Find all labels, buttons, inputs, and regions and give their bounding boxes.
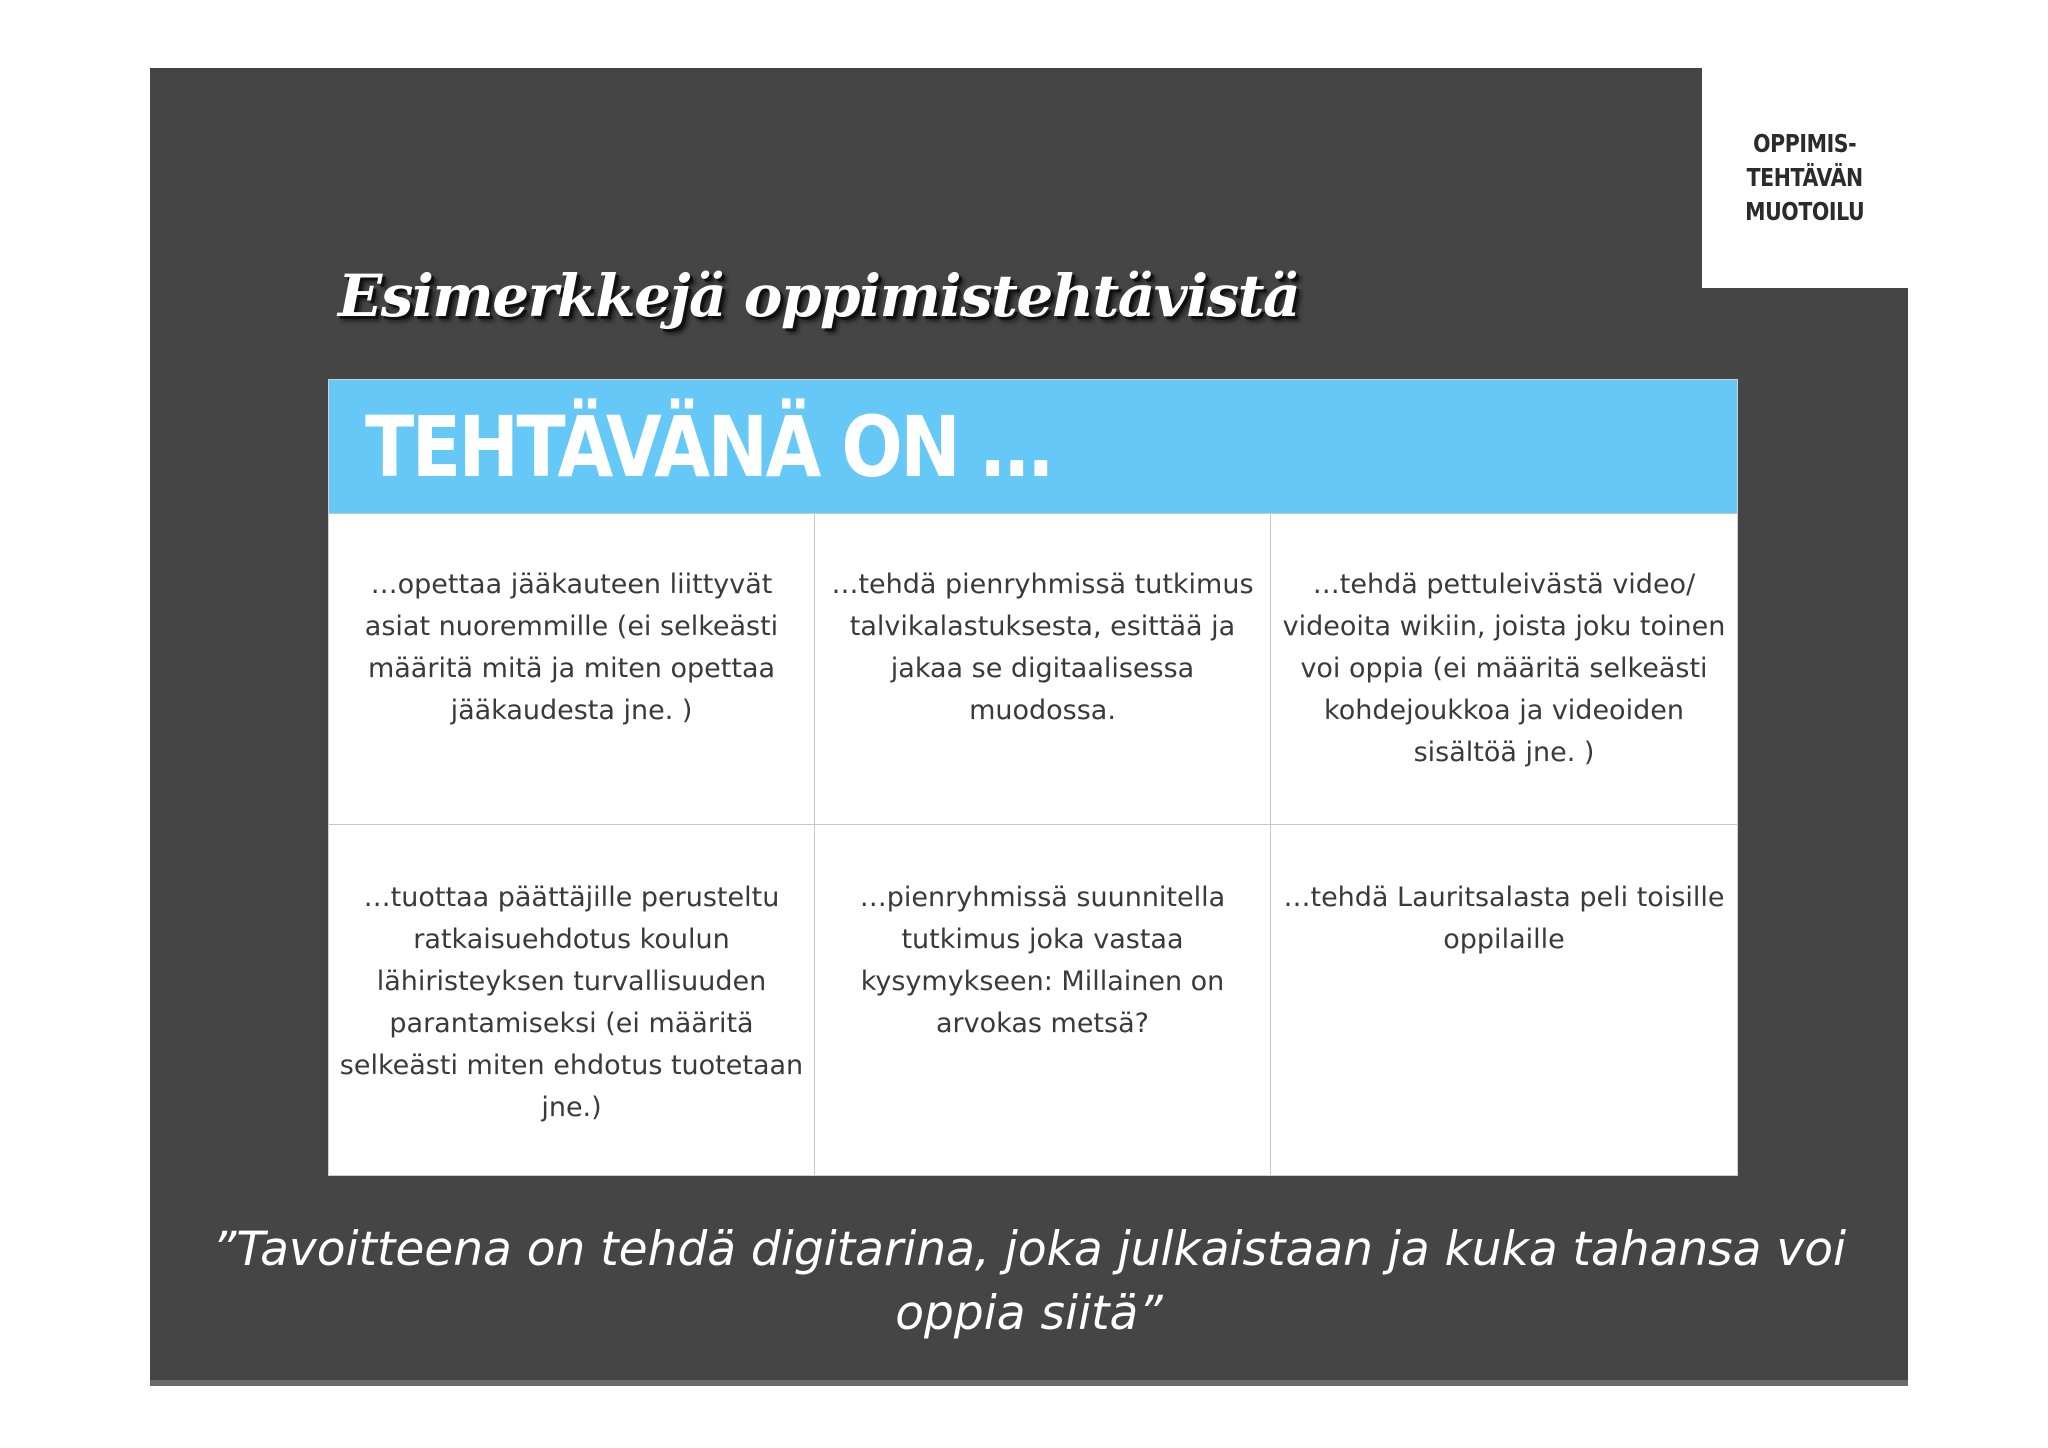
task-cell: …tehdä Lauritsalasta peli toisille oppilaille bbox=[1271, 824, 1737, 1175]
task-card-header-text: TEHTÄVÄNÄ ON … bbox=[365, 397, 1051, 496]
task-card bbox=[328, 379, 1738, 1176]
corner-badge bbox=[1702, 68, 1908, 288]
task-cell: …tehdä pettuleivästä video/ videoita wikiin, joista joku toinen voi oppia (ei määritä selkeästi kohdejoukkoa ja videoiden sisältöä jne. ) bbox=[1271, 513, 1737, 824]
corner-badge-label: OPPIMIS- TEHTÄVÄN MUOTOILU bbox=[1745, 129, 1865, 226]
slide-bottom-divider bbox=[150, 1380, 1908, 1386]
task-card-header bbox=[329, 380, 1737, 513]
slide bbox=[150, 68, 1908, 1386]
task-cell: …pienryhmissä suunnitella tutkimus joka vastaa kysymykseen: Millainen on arvokas metsä? bbox=[815, 824, 1271, 1175]
task-cell: …tehdä pienryhmissä tutkimus talvikalastuksesta, esittää ja jakaa se digitaalisessa muodossa. bbox=[815, 513, 1271, 824]
slide-title: Esimerkkejä oppimistehtävistä bbox=[338, 262, 1300, 330]
quote-line-1: ”Tavoitteena on tehdä digitarina, joka julkaistaan ja kuka tahansa voi bbox=[211, 1222, 1847, 1277]
task-cell: …tuottaa päättäjille perusteltu ratkaisuehdotus koulun lähiristeyksen turvallisuuden parantamiseksi (ei määritä selkeästi miten ehdotus tuotetaan jne.) bbox=[329, 824, 815, 1175]
quote bbox=[150, 1218, 1908, 1346]
task-grid bbox=[329, 513, 1737, 1175]
quote-line-2: oppia siitä” bbox=[895, 1286, 1163, 1341]
task-cell: …opettaa jääkauteen liittyvät asiat nuoremmille (ei selkeästi määritä mitä ja miten opettaa jääkaudesta jne. ) bbox=[329, 513, 815, 824]
